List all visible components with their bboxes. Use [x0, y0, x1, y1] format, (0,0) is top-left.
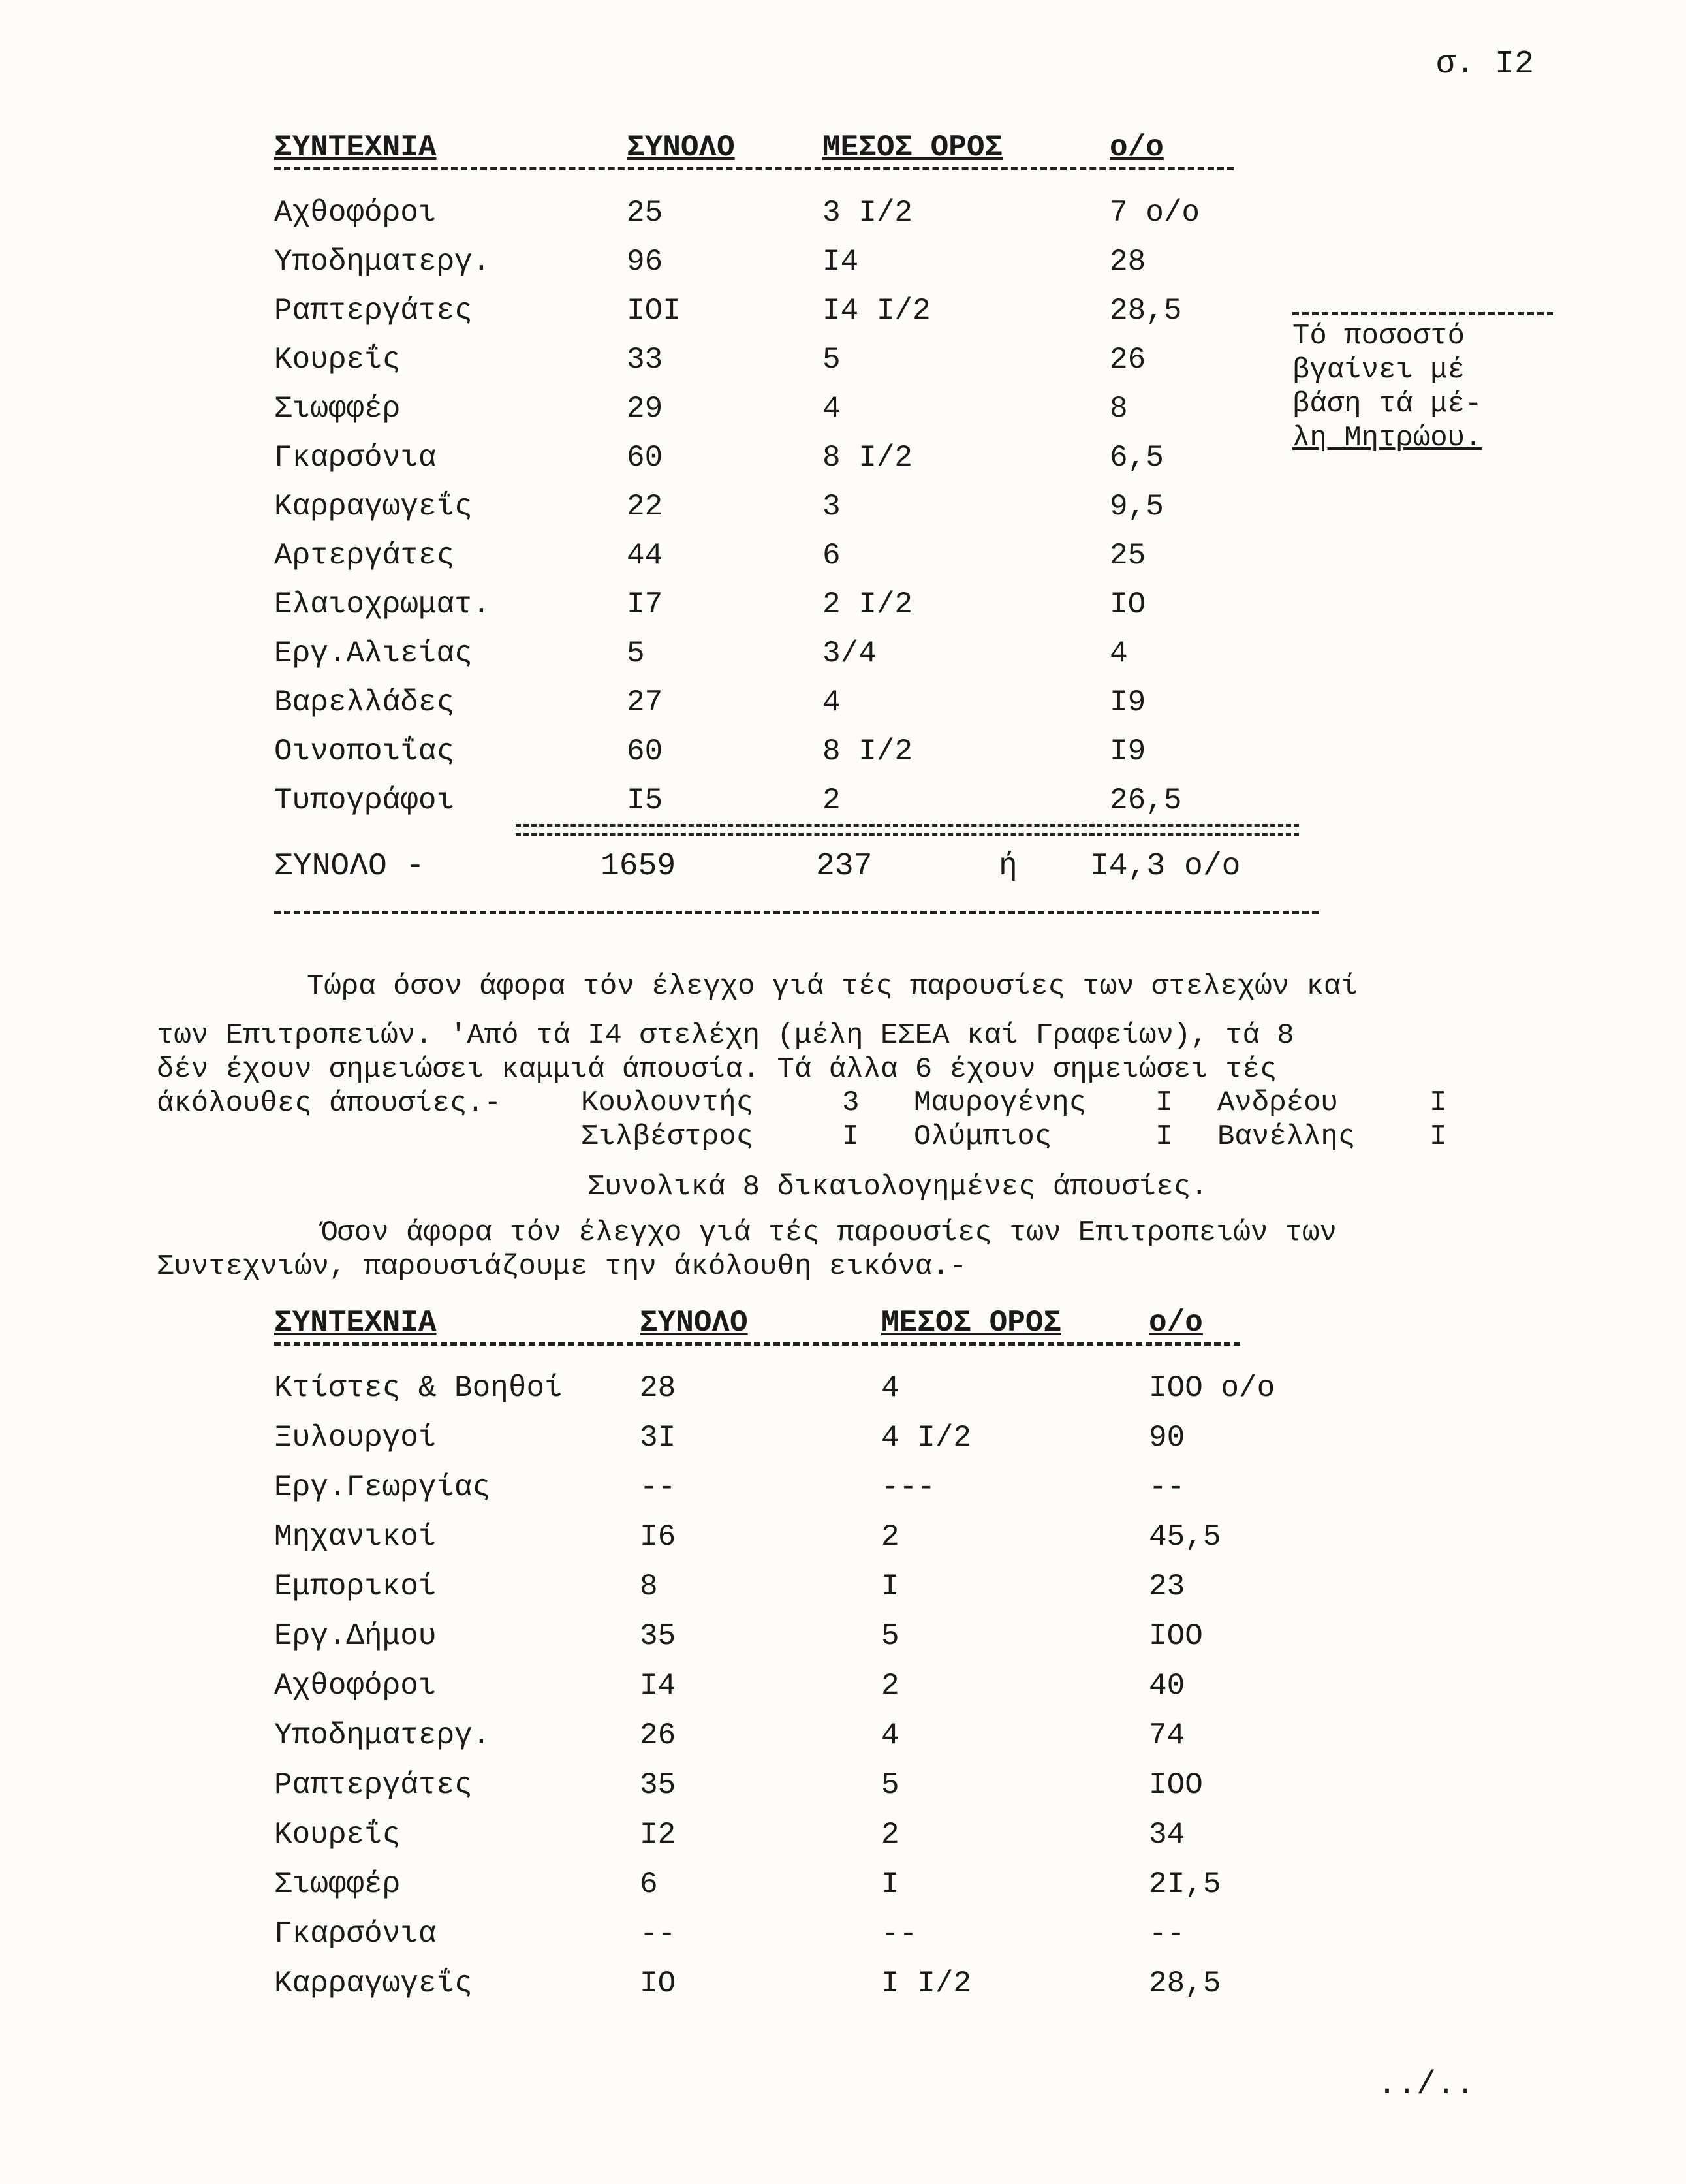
- cell-average: ---: [881, 1470, 935, 1504]
- cell-percent: 25: [1110, 539, 1146, 573]
- cell-average: 2 Ι/2: [822, 588, 913, 622]
- header-percent: ο/ο: [1110, 131, 1164, 165]
- table-row: [274, 1520, 1319, 1570]
- cell-total: 3Ι: [640, 1421, 676, 1455]
- cell-percent: 8: [1110, 392, 1128, 426]
- absence-count: Ι: [1155, 1120, 1173, 1153]
- cell-guild: Εργ.Αλιείας: [274, 637, 473, 671]
- cell-guild: Αχθοφόροι: [274, 1669, 437, 1703]
- cell-percent: Ι9: [1110, 686, 1146, 720]
- cell-total: Ι7: [627, 588, 663, 622]
- table-row: [274, 1619, 1319, 1669]
- cell-guild: Σιωφφέρ: [274, 392, 401, 426]
- cell-guild: Ξυλουργοί: [274, 1421, 437, 1455]
- cell-guild: Αρτεργάτες: [274, 539, 455, 573]
- cell-average: Ι: [881, 1867, 899, 1901]
- table-row: [274, 1371, 1319, 1421]
- table-row: [274, 588, 1319, 637]
- cell-total: 60: [627, 735, 663, 768]
- cell-total: Ι5: [627, 783, 663, 817]
- cell-average: 8 Ι/2: [822, 735, 913, 768]
- total-or: ή: [999, 849, 1018, 884]
- table-row: [274, 686, 1319, 735]
- note-line: Τό ποσοστό: [1292, 320, 1465, 353]
- cell-percent: ΙΟΟ: [1149, 1619, 1203, 1653]
- header-average: ΜΕΣΟΣ ΟΡΟΣ: [822, 131, 1003, 165]
- cell-average: 2: [822, 783, 841, 817]
- cell-percent: 40: [1149, 1669, 1185, 1703]
- cell-percent: ΙΟ: [1110, 588, 1146, 622]
- cell-percent: Ι9: [1110, 735, 1146, 768]
- cell-total: ΙΟ: [640, 1967, 676, 2001]
- header-average: ΜΕΣΟΣ ΟΡΟΣ: [881, 1306, 1062, 1340]
- cell-guild: Βαρελλάδες: [274, 686, 455, 720]
- table-row: [274, 735, 1319, 783]
- header-percent: ο/ο: [1149, 1306, 1203, 1340]
- cell-percent: 34: [1149, 1818, 1185, 1852]
- table-header: [274, 1306, 1319, 1358]
- cell-total: 26: [640, 1718, 676, 1752]
- table-row: [274, 392, 1319, 441]
- total-average: 237: [816, 849, 873, 884]
- cell-percent: 9,5: [1110, 490, 1164, 524]
- cell-guild: Μηχανικοί: [274, 1520, 437, 1554]
- cell-percent: 7 ο/ο: [1110, 196, 1200, 230]
- cell-total: 35: [640, 1619, 676, 1653]
- paragraph-line: δέν έχουν σημειώσει καμμιά άπουσία. Τά άλλα 6 έχουν σημειώσει τές: [157, 1053, 1277, 1086]
- page-number: σ. Ι2: [1436, 46, 1535, 83]
- cell-percent: --: [1149, 1917, 1185, 1951]
- cell-total: 60: [627, 441, 663, 475]
- table-total-row: [274, 849, 1384, 894]
- absence-name: Σιλβέστρος: [581, 1120, 754, 1153]
- cell-guild: Σιωφφέρ: [274, 1867, 401, 1901]
- cell-average: 4: [881, 1371, 899, 1405]
- cell-percent: 23: [1149, 1570, 1185, 1604]
- paragraph-line: Όσον άφορα τόν έλεγχο γιά τές παρουσίες των Επιτροπειών των: [320, 1216, 1337, 1249]
- table-row: [274, 294, 1319, 343]
- cell-average: 4 Ι/2: [881, 1421, 972, 1455]
- cell-total: 35: [640, 1768, 676, 1802]
- absence-name: Βανέλλης: [1217, 1120, 1356, 1153]
- cell-total: Ι6: [640, 1520, 676, 1554]
- cell-total: 25: [627, 196, 663, 230]
- cell-average: --: [881, 1917, 918, 1951]
- cell-total: Ι2: [640, 1818, 676, 1852]
- table-row: [274, 1917, 1319, 1967]
- table-row: [274, 637, 1319, 686]
- table-row: [274, 1570, 1319, 1619]
- cell-total: 22: [627, 490, 663, 524]
- table-row: [274, 245, 1319, 294]
- cell-guild: Ραπτεργάτες: [274, 1768, 473, 1802]
- note-line: λη Μητρώου.: [1292, 422, 1482, 454]
- table-row: [274, 539, 1319, 588]
- cell-total: --: [640, 1917, 676, 1951]
- cell-guild: Εργ.Δήμου: [274, 1619, 437, 1653]
- cell-average: 3/4: [822, 637, 877, 671]
- cell-total: 96: [627, 245, 663, 279]
- cell-percent: 28,5: [1110, 294, 1182, 328]
- paragraph-line: Τώρα όσον άφορα τόν έλεγχο γιά τές παρουσίες των στελεχών καί: [307, 970, 1358, 1003]
- cell-percent: ΙΟΟ ο/ο: [1149, 1371, 1275, 1405]
- table-row: [274, 343, 1319, 392]
- cell-average: 3: [822, 490, 841, 524]
- absence-count: Ι: [1429, 1086, 1447, 1119]
- cell-average: 5: [881, 1619, 899, 1653]
- cell-guild: Ελαιοχρωματ.: [274, 588, 491, 622]
- cell-total: Ι4: [640, 1669, 676, 1703]
- cell-percent: 90: [1149, 1421, 1185, 1455]
- table-2: [274, 1306, 1319, 2016]
- absence-count: Ι: [842, 1120, 860, 1153]
- table-body: [274, 1358, 1319, 2016]
- cell-percent: 26: [1110, 343, 1146, 377]
- cell-percent: 28: [1110, 245, 1146, 279]
- side-note: [1292, 312, 1553, 455]
- table-1: [274, 131, 1319, 832]
- absence-count: Ι: [1429, 1120, 1447, 1153]
- cell-total: 33: [627, 343, 663, 377]
- cell-percent: 74: [1149, 1718, 1185, 1752]
- cell-total: 8: [640, 1570, 658, 1604]
- cell-average: Ι4 Ι/2: [822, 294, 931, 328]
- cell-total: 29: [627, 392, 663, 426]
- cell-percent: --: [1149, 1470, 1185, 1504]
- dashed-rule: [274, 911, 1319, 914]
- table-row: [274, 1669, 1319, 1718]
- table-row: [274, 1718, 1319, 1768]
- cell-guild: Τυπογράφοι: [274, 783, 455, 817]
- paragraph-line: των Επιτροπειών. 'Από τά Ι4 στελέχη (μέλη ΕΣΕΑ καί Γραφείων), τά 8: [157, 1019, 1294, 1052]
- cell-average: 2: [881, 1520, 899, 1554]
- absence-name: Μαυρογένης: [914, 1086, 1087, 1119]
- total-percent: Ι4,3 ο/ο: [1090, 849, 1241, 884]
- cell-total: --: [640, 1470, 676, 1504]
- table-row: [274, 441, 1319, 490]
- note-line: βάση τά μέ-: [1292, 388, 1482, 420]
- double-dashed-rule: [516, 824, 1299, 836]
- cell-guild: Υποδηματεργ.: [274, 245, 491, 279]
- cell-guild: Υποδηματεργ.: [274, 1718, 491, 1752]
- cell-percent: 45,5: [1149, 1520, 1221, 1554]
- table-header: [274, 131, 1319, 183]
- cell-percent: 26,5: [1110, 783, 1182, 817]
- cell-guild: Γκαρσόνια: [274, 441, 437, 475]
- cell-guild: Καρραγωγεΐς: [274, 490, 473, 524]
- header-total: ΣΥΝΟΛΟ: [627, 131, 735, 165]
- cell-average: Ι Ι/2: [881, 1967, 972, 2001]
- cell-percent: ΙΟΟ: [1149, 1768, 1203, 1802]
- cell-guild: Εργ.Γεωργίας: [274, 1470, 491, 1504]
- cell-average: 5: [881, 1768, 899, 1802]
- cell-average: 5: [822, 343, 841, 377]
- cell-average: 8 Ι/2: [822, 441, 913, 475]
- absence-name: Κουλουντής: [581, 1086, 754, 1119]
- cell-guild: Ραπτεργάτες: [274, 294, 473, 328]
- absence-count: Ι: [1155, 1086, 1173, 1119]
- absence-name: Ολύμπιος: [914, 1120, 1052, 1153]
- note-line: βγαίνει μέ: [1292, 354, 1465, 387]
- cell-average: 2: [881, 1669, 899, 1703]
- cell-total: 44: [627, 539, 663, 573]
- paragraph-line: άκόλουθες άπουσίες.-: [157, 1087, 502, 1120]
- table-row: [274, 1967, 1319, 2016]
- absence-name: Ανδρέου: [1217, 1086, 1338, 1119]
- header-rule: [274, 1342, 1240, 1346]
- total-label: ΣΥΝΟΛΟ -: [274, 849, 425, 884]
- cell-average: Ι4: [822, 245, 859, 279]
- cell-guild: Γκαρσόνια: [274, 1917, 437, 1951]
- header-guild: ΣΥΝΤΕΧΝΙΑ: [274, 1306, 437, 1340]
- cell-guild: Κουρεΐς: [274, 343, 401, 377]
- table-row: [274, 1768, 1319, 1818]
- header-guild: ΣΥΝΤΕΧΝΙΑ: [274, 131, 437, 165]
- cell-guild: Οινοποιΐας: [274, 735, 455, 768]
- cell-average: Ι: [881, 1570, 899, 1604]
- cell-average: 4: [822, 686, 841, 720]
- paragraph-line: Συντεχνιών, παρουσιάζουμε την άκόλουθη εικόνα.-: [157, 1250, 967, 1283]
- total-sum: 1659: [601, 849, 676, 884]
- table-row: [274, 196, 1319, 245]
- cell-guild: Αχθοφόροι: [274, 196, 437, 230]
- header-rule: [274, 167, 1234, 170]
- absence-count: 3: [842, 1086, 860, 1119]
- absence-summary: Συνολικά 8 δικαιολογημένες άπουσίες.: [587, 1171, 1208, 1203]
- cell-average: 4: [881, 1718, 899, 1752]
- cell-average: 6: [822, 539, 841, 573]
- cell-average: 4: [822, 392, 841, 426]
- cell-total: 5: [627, 637, 645, 671]
- cell-average: 2: [881, 1818, 899, 1852]
- cell-total: 28: [640, 1371, 676, 1405]
- cell-guild: Κουρεΐς: [274, 1818, 401, 1852]
- continuation-mark: ../..: [1377, 2066, 1476, 2104]
- cell-percent: 28,5: [1149, 1967, 1221, 2001]
- cell-guild: Κτίστες & Βοηθοί: [274, 1371, 563, 1405]
- table-row: [274, 490, 1319, 539]
- table-row: [274, 1867, 1319, 1917]
- cell-average: 3 Ι/2: [822, 196, 913, 230]
- cell-percent: 6,5: [1110, 441, 1164, 475]
- table-body: [274, 183, 1319, 832]
- cell-guild: Καρραγωγεΐς: [274, 1967, 473, 2001]
- cell-total: ΙΟΙ: [627, 294, 681, 328]
- cell-guild: Εμπορικοί: [274, 1570, 437, 1604]
- cell-percent: 2Ι,5: [1149, 1867, 1221, 1901]
- header-total: ΣΥΝΟΛΟ: [640, 1306, 748, 1340]
- cell-total: 27: [627, 686, 663, 720]
- table-row: [274, 1470, 1319, 1520]
- cell-total: 6: [640, 1867, 658, 1901]
- table-row: [274, 1421, 1319, 1470]
- cell-percent: 4: [1110, 637, 1128, 671]
- table-row: [274, 1818, 1319, 1867]
